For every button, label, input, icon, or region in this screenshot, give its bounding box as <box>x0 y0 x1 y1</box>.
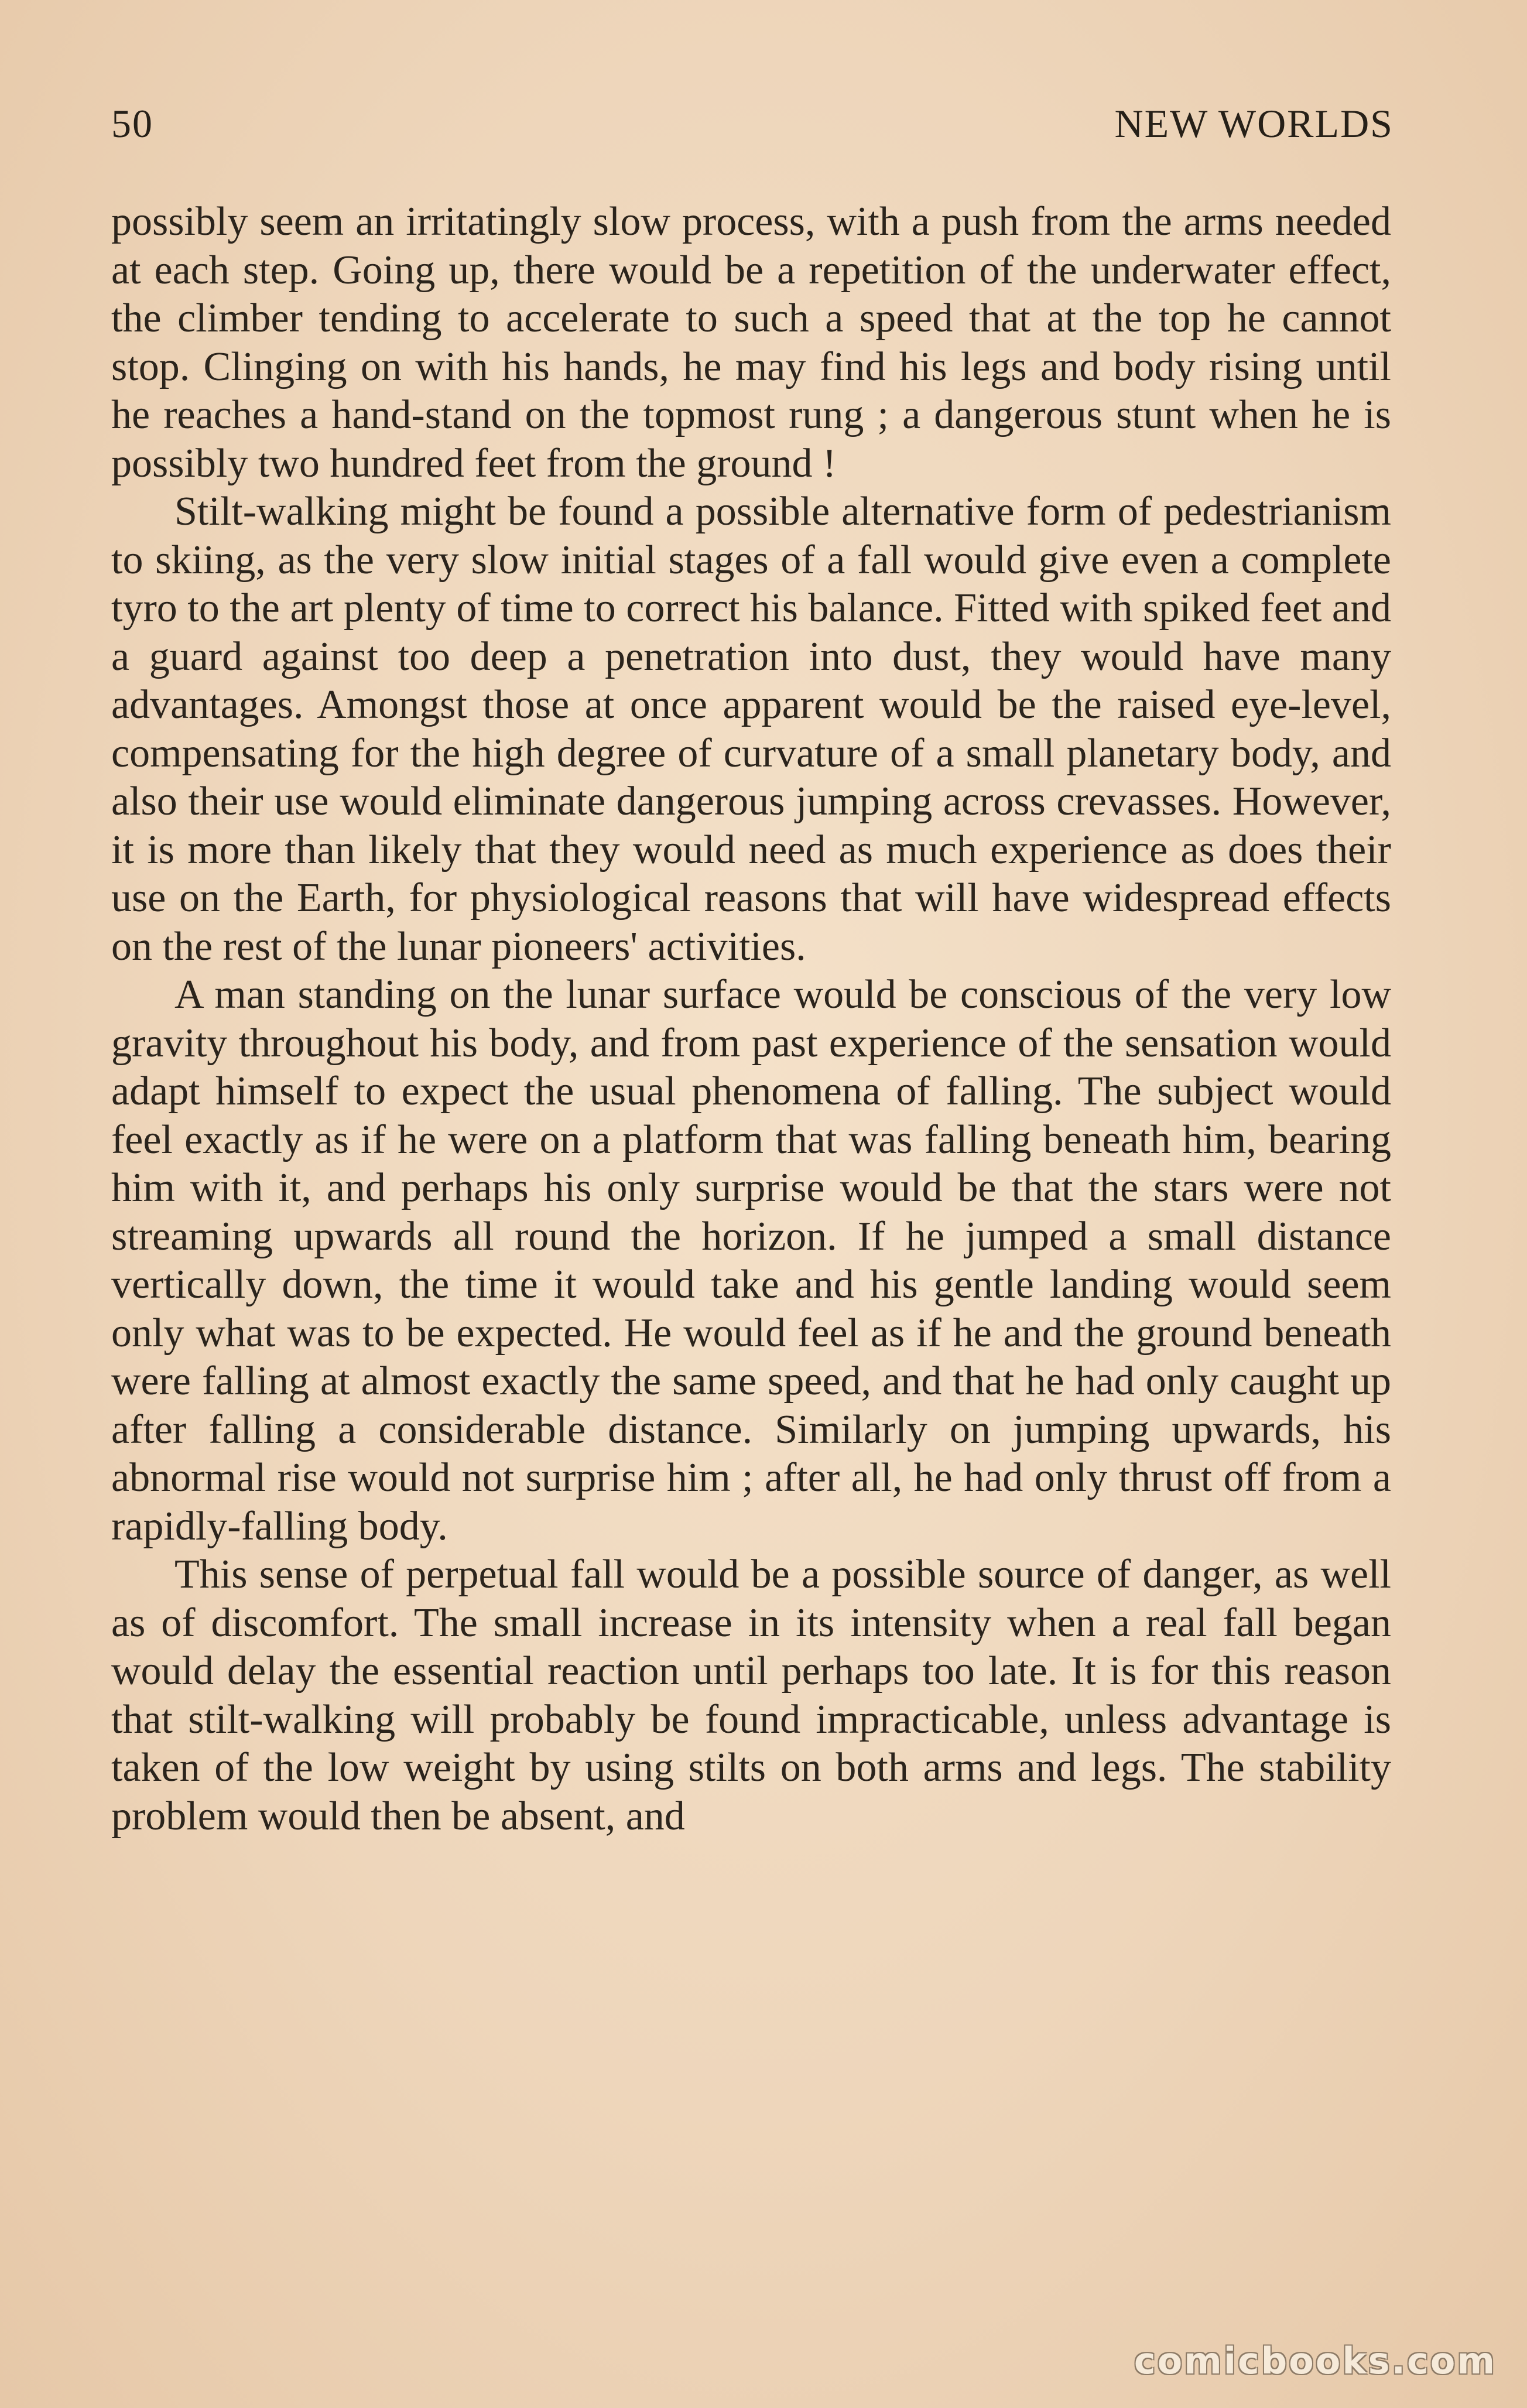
body-text <box>111 198 1391 1841</box>
page-header <box>111 101 1394 165</box>
paragraph-stilt-walking: Stilt-walking might be found a possible alternative form of pedestrianism to skiing, as the very slow initial stages of a fall would give even a complete tyro to the art plenty of time to correct his balance. Fitted with spiked feet and a guard against too deep a penetration into dust, they would have many advantages. Amongst those at once apparent would be the raised eye-level, compensating for the high degree of curvature of a small planetary body, and also their use would eliminate dangerous jumping across crevasses. However, it is more than likely that they would need as much experience as does their use on the Earth, for physiological reasons that will have widespread effects on the rest of the lunar pioneers' activities. <box>111 489 1391 969</box>
paragraph-lunar-gravity: A man standing on the lunar surface would be conscious of the very low gravity throughout his body, and from past experience of the sensation would adapt himself to expect the usual phenomena of falling. The subject would feel exactly as if he were on a platform that was falling beneath him, bearing him with it, and perhaps his only surprise would be that the stars were not streaming upwards all round the horizon. If he jumped a small distance vertically down, the time it would take and his gentle landing would seem only what was to be expected. He would feel as if he and the ground beneath were falling at almost exactly the same speed, and that he had only caught up after falling a considerable distance. Similarly on jumping upwards, his abnormal rise would not surprise him ; after all, he had only thrust off from a rapidly-falling body. <box>111 972 1391 1549</box>
watermark: comicbooks.com <box>1134 2339 1497 2382</box>
page-number: 50 <box>111 101 153 146</box>
paragraph-perpetual-fall: This sense of perpetual fall would be a possible source of danger, as well as of discomfort. The small increase in its intensity when a real fall began would delay the essential reaction until perhaps too late. It is for this reason that stilt-walking will probably be found impracticable, unless advantage is taken of the low weight by using stilts on both arms and legs. The stability problem would then be absent, and <box>111 1552 1391 1839</box>
running-title: NEW WORLDS <box>1114 101 1394 146</box>
paragraph-continued: possibly seem an irritatingly slow process, with a push from the arms needed at each step. Going up, there would be a repetition of the underwater effect, the climber tending to accelerate to such a speed that at the top he cannot stop. Clinging on with his hands, he may find his legs and body rising until he reaches a hand-stand on the topmost rung ; a dangerous stunt when he is possibly two hundred feet from the ground ! <box>111 199 1391 486</box>
